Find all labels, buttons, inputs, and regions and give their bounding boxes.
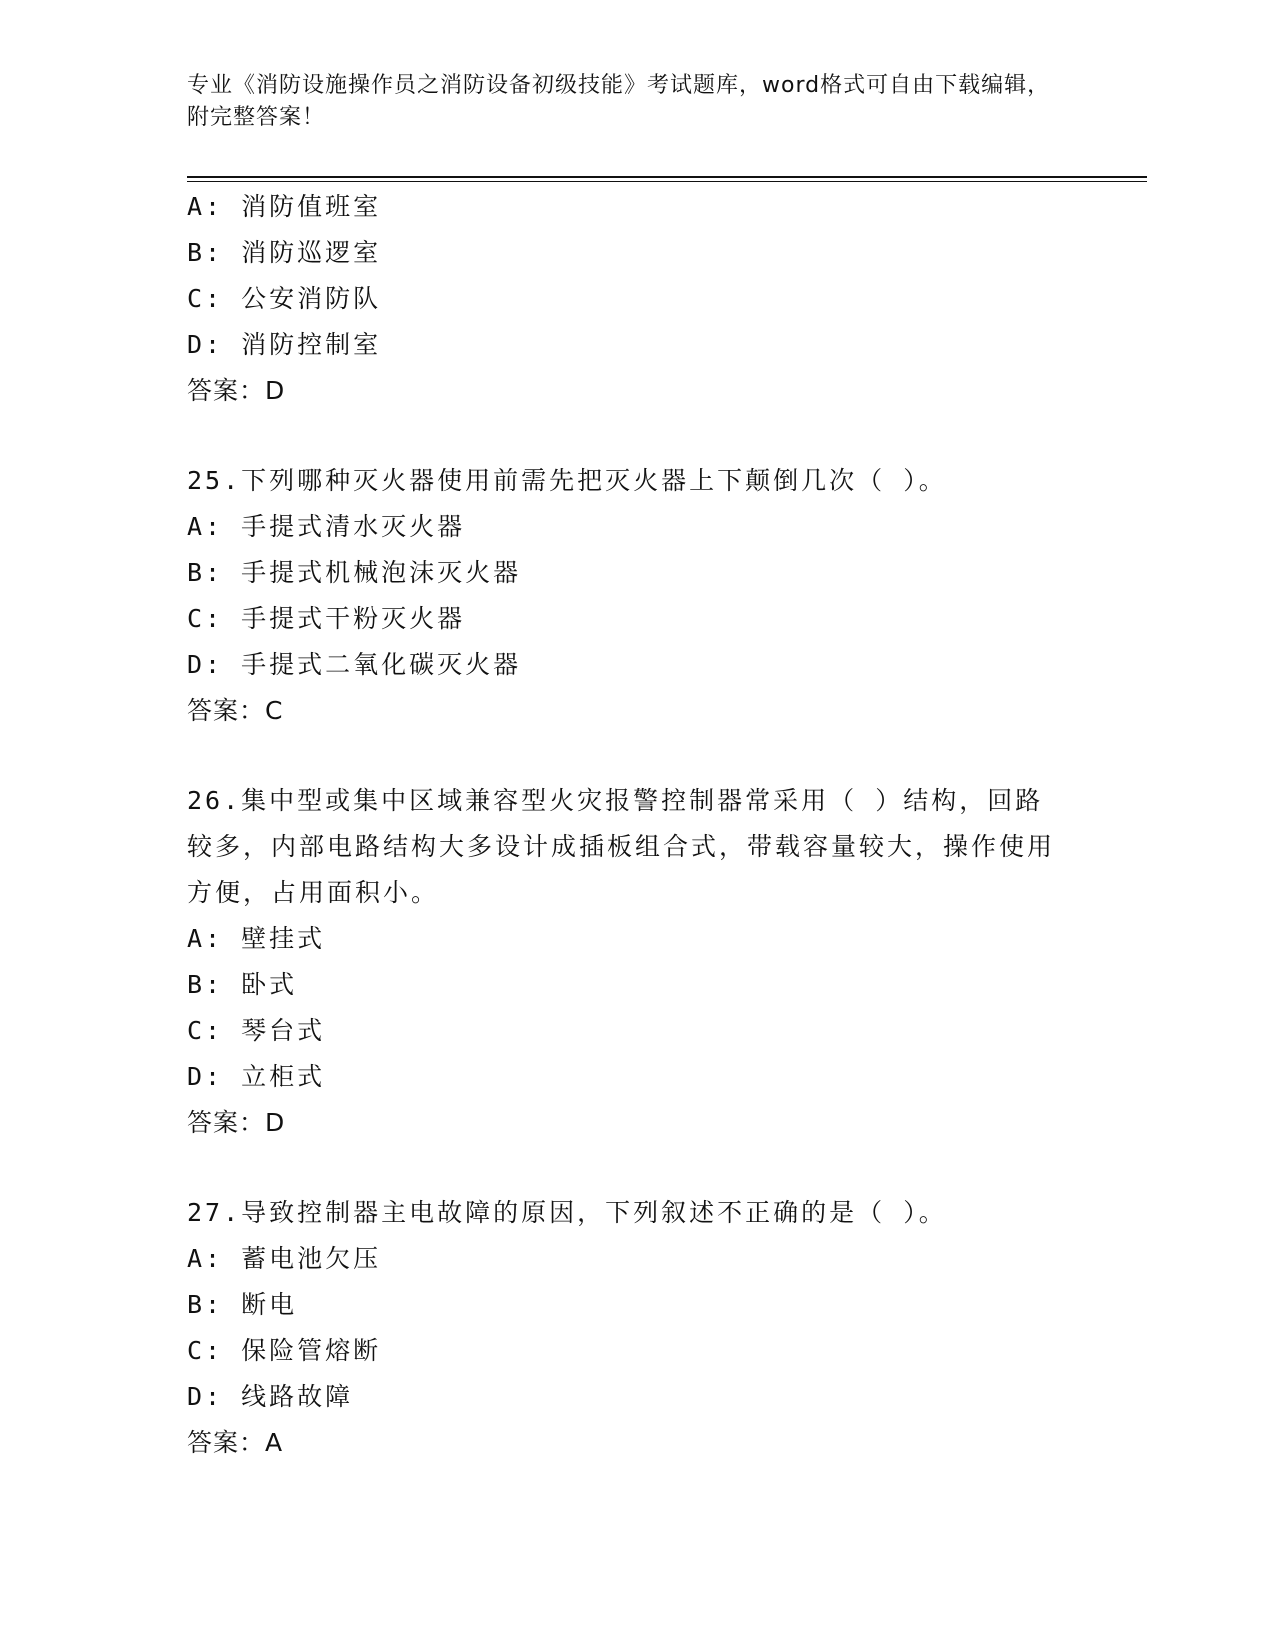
option-c: C: 手提式干粉灭火器 [187, 604, 466, 633]
question-stem: 27.导致控制器主电故障的原因，下列叙述不正确的是（ ）。 [187, 1198, 947, 1227]
option-a: A: 消防值班室 [187, 192, 382, 221]
option-d: D: 立柜式 [187, 1062, 326, 1091]
document-header: 专业《消防设施操作员之消防设备初级技能》考试题库，word格式可自由下载编辑，附完整答案！ [187, 73, 1051, 130]
option-c: C: 公安消防队 [187, 284, 382, 313]
question-stem: 25.下列哪种灭火器使用前需先把灭火器上下颠倒几次（ ）。 [187, 466, 947, 495]
option-c: C: 琴台式 [187, 1016, 326, 1045]
question-25 [187, 458, 1147, 734]
option-b: B: 手提式机械泡沫灭火器 [187, 558, 522, 587]
option-b: B: 消防巡逻室 [187, 238, 382, 267]
option-a: A: 手提式清水灭火器 [187, 512, 466, 541]
question-27 [187, 1190, 1147, 1466]
answer: 答案：D [187, 1108, 286, 1137]
option-c: C: 保险管熔断 [187, 1336, 382, 1365]
option-b: B: 卧式 [187, 970, 298, 999]
answer: 答案：D [187, 376, 286, 405]
document-page [187, 70, 1147, 1466]
question-partial [187, 184, 1147, 414]
question-26 [187, 778, 1147, 1146]
option-a: A: 壁挂式 [187, 924, 326, 953]
header-divider [187, 176, 1147, 182]
option-d: D: 消防控制室 [187, 330, 382, 359]
option-a: A: 蓄电池欠压 [187, 1244, 382, 1273]
option-d: D: 线路故障 [187, 1382, 354, 1411]
answer: 答案：A [187, 1428, 284, 1457]
option-d: D: 手提式二氧化碳灭火器 [187, 650, 522, 679]
option-b: B: 断电 [187, 1290, 298, 1319]
question-stem: 26.集中型或集中区域兼容型火灾报警控制器常采用（ ）结构，回路较多，内部电路结构大多设计成插板组合式，带载容量较大，操作使用方便，占用面积小。 [187, 786, 1056, 907]
answer: 答案：C [187, 696, 284, 725]
